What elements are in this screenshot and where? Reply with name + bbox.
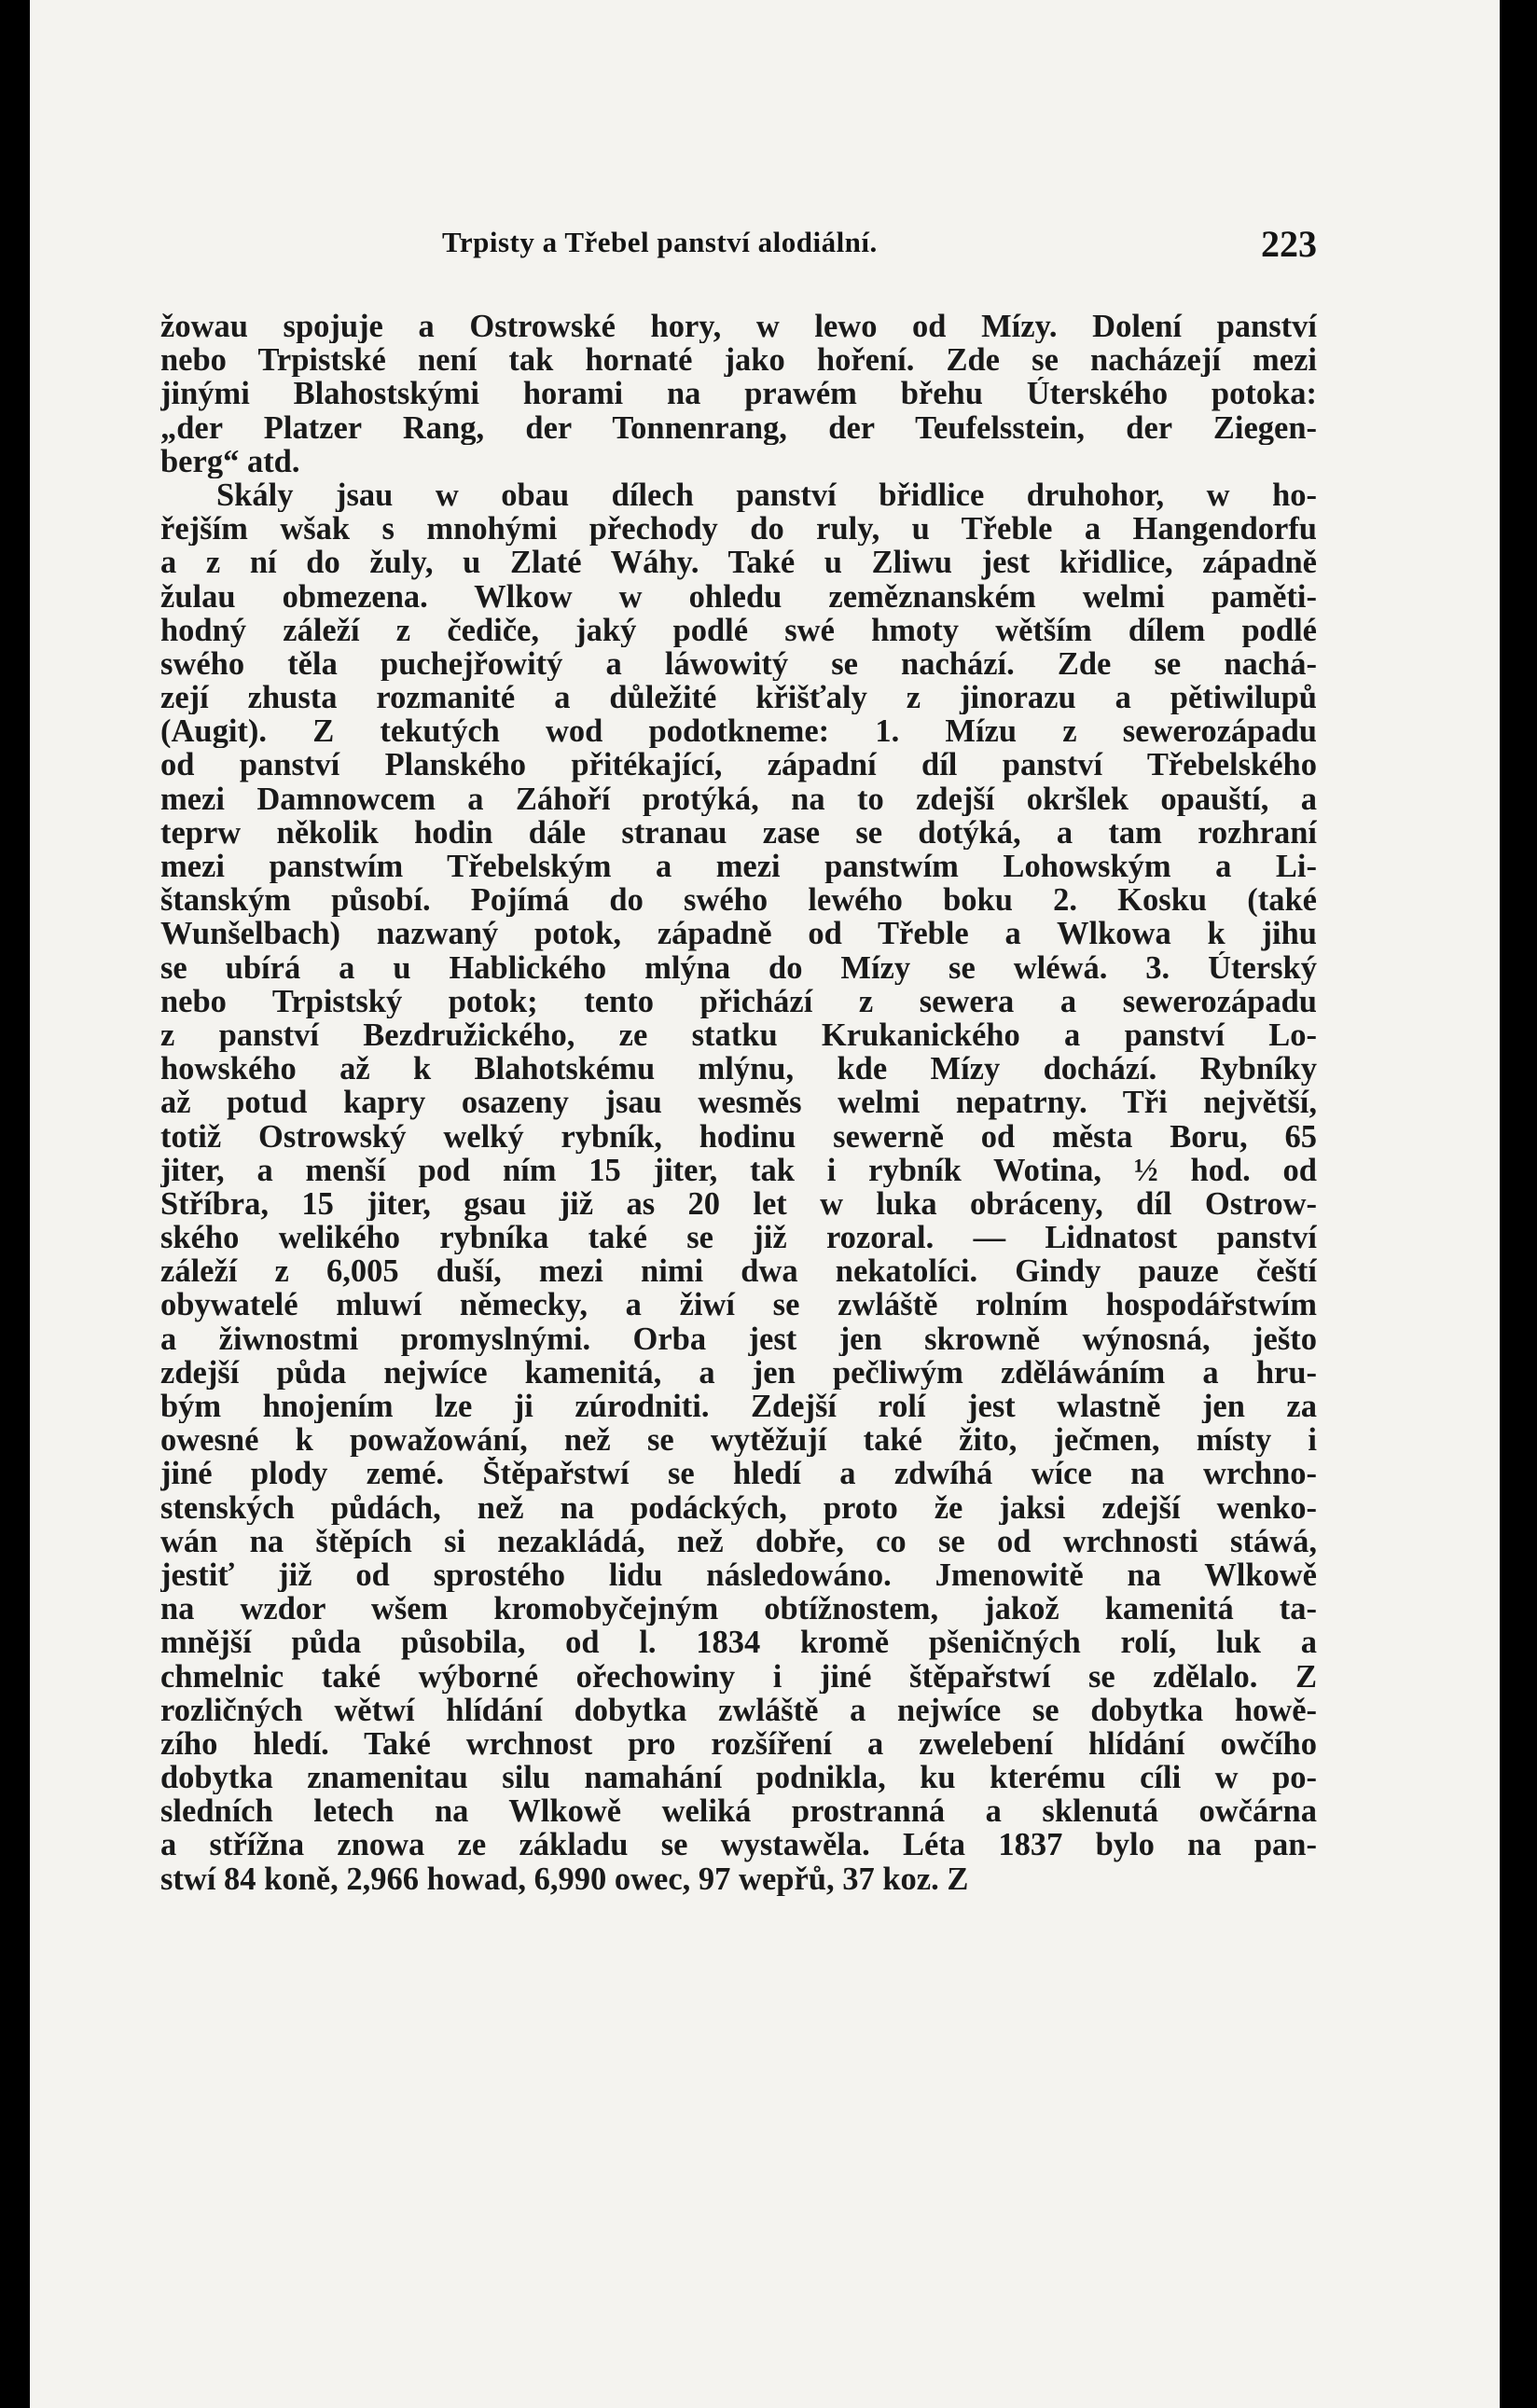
text-line: bým hnojením lze ji zúrodniti. Zdejší rolí jest wlastně jen za <box>160 1390 1317 1424</box>
page-number: 223 <box>1261 223 1317 265</box>
text-line: howského až k Blahotskému mlýnu, kde Mízy dochází. Rybníky <box>160 1052 1317 1086</box>
text-line: sledních letech na Wlkowě weliká prostranná a sklenutá owčárna <box>160 1794 1317 1829</box>
text-line: wán na štěpích si nezakládá, než dobře, co se od wrchnosti stáwá, <box>160 1524 1317 1558</box>
text-line: a střížna znowa ze základu se wystawěla. Léta 1837 bylo na pan- <box>160 1828 1317 1862</box>
text-line: Stříbra, 15 jiter, gsau již as 20 let w luka obráceny, díl Ostrow- <box>160 1186 1317 1222</box>
body-text <box>160 310 1317 1896</box>
text-line: až potud kapry osazeny jsau wesměs welmi nepatrny. Tři největší, <box>160 1086 1317 1120</box>
text-line: Skály jsau w obau dílech panství břidlice druhohor, w ho- <box>216 477 1317 513</box>
text-line: mnější půda působila, od l. 1834 kromě pšeničných rolí, luk a <box>160 1626 1317 1660</box>
text-line: Wunšelbach) nazwaný potok, západně od Třeble a Wlkowa k jihu <box>160 917 1317 951</box>
page-header <box>160 223 1317 267</box>
text-line: „der Platzer Rang, der Tonnenrang, der Teufelsstein, der Ziegen- <box>160 410 1317 445</box>
text-line: zejí zhusta rozmanité a důležité křišťaly z jinorazu a pětiwilupů <box>160 681 1317 715</box>
text-line: ského welikého rybníka také se již rozoral. — Lidnatost panství <box>160 1221 1317 1255</box>
text-line: stenských půdách, než na podáckých, proto že jaksi zdejší wenko- <box>160 1490 1317 1525</box>
text-line: mezi panstwím Třebelským a mezi panstwím Lohowským a Li- <box>160 850 1317 884</box>
text-line: teprw několik hodin dále stranau zase se dotýká, a tam rozhraní <box>160 815 1317 850</box>
text-line: obywatelé mluwí německy, a žiwí se zwláště rolním hospodářstwím <box>160 1288 1317 1322</box>
text-line: jinými Blahostskými horami na prawém břehu Úterského potoka: <box>160 377 1317 411</box>
text-line: (Augit). Z tekutých wod podotkneme: 1. Mízu z sewerozápadu <box>160 714 1317 749</box>
text-line: záleží z 6,005 duší, mezi nimi dwa nekatolíci. Gindy pauze čeští <box>160 1254 1317 1289</box>
text-line: rozličných wětwí hlídání dobytka zwláště a nejwíce se dobytka howě- <box>160 1693 1317 1727</box>
text-line: žulau obmezena. Wlkow w ohledu zeměznanském welmi paměti- <box>160 579 1317 614</box>
text-line: a žiwnostmi promyslnými. Orba jest jen skrowně wýnosná, ješto <box>160 1322 1317 1356</box>
text-line: hodný záleží z čediče, jaký podlé swé hmoty wětším dílem podlé <box>160 613 1317 647</box>
text-line: berg“ atd. <box>160 444 300 478</box>
text-line: řejším wšak s mnohými přechody do ruly, u Třeble a Hangendorfu <box>160 512 1317 547</box>
text-line: swého těla puchejřowitý a láwowitý se nachází. Zde se nachá- <box>160 646 1317 682</box>
text-line: totiž Ostrowský welký rybník, hodinu sewerně od města Boru, 65 <box>160 1119 1317 1154</box>
text-line: na wzdor wšem kromobyčejným obtížnostem, jakož kamenitá ta- <box>160 1592 1317 1626</box>
text-line: a z ní do žuly, u Zlaté Wáhy. Také u Zliwu jest křidlice, západně <box>160 546 1317 580</box>
text-line: nebo Trpistské není tak hornaté jako hoření. Zde se nacházejí mezi <box>160 343 1317 378</box>
text-line: z panství Bezdružického, ze statku Krukanického a panství Lo- <box>160 1017 1317 1053</box>
text-line: dobytka znamenitau silu namahání podnikla, ku kterému cíli w po- <box>160 1761 1317 1795</box>
text-line: zdejší půda nejwíce kamenitá, a jen pečliwým zděláwáním a hru- <box>160 1355 1317 1390</box>
text-line: štanským působí. Pojímá do swého lewého boku 2. Kosku (také <box>160 883 1317 918</box>
text-line: jiné plody zemé. Štěpařstwí se hledí a zdwíhá wíce na wrchno- <box>160 1457 1317 1491</box>
text-line: od panství Planského přitékající, západní díl panství Třebelského <box>160 748 1317 782</box>
running-title: Trpisty a Třebel panství alodiální. <box>442 226 878 258</box>
text-line: stwí 84 koně, 2,966 howad, 6,990 owec, 97 wepřů, 37 koz. Z <box>160 1861 969 1896</box>
text-line: se ubírá a u Hablického mlýna do Mízy se wléwá. 3. Úterský <box>160 950 1317 985</box>
text-line: jestiť již od sprostého lidu následowáno. Jmenowitě na Wlkowě <box>160 1557 1317 1593</box>
text-line: žowau spojuje a Ostrowské hory, w lewo od Mízy. Dolení panství <box>160 310 1317 344</box>
text-line: mezi Damnowcem a Záhoří protýká, na to zdejší okršlek opauští, a <box>160 782 1317 816</box>
text-line: jiter, a menší pod ním 15 jiter, tak i rybník Wotina, ½ hod. od <box>160 1153 1317 1187</box>
text-line: owesné k powažowání, než se wytěžují také žito, ječmen, místy i <box>160 1423 1317 1458</box>
text-line: chmelnic také wýborné ořechowiny i jiné štěpařstwí se zdělalo. Z <box>160 1659 1317 1694</box>
text-line: zího hledí. Také wrchnost pro rozšíření a zwelebení hlídání owčího <box>160 1726 1317 1762</box>
text-line: nebo Trpistský potok; tento přichází z sewera a sewerozápadu <box>160 984 1317 1018</box>
book-page <box>30 0 1500 2408</box>
